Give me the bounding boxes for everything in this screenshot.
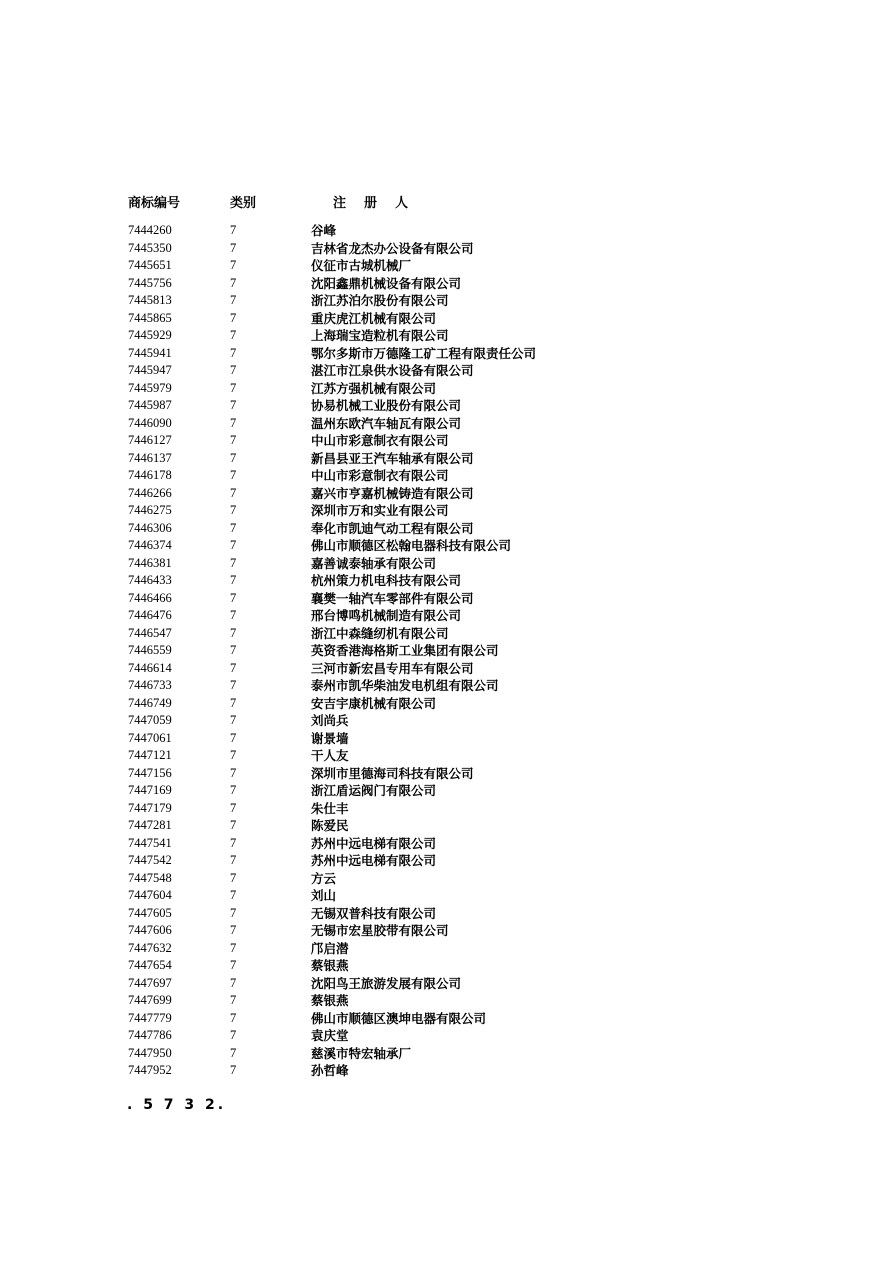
trademark-table [0,221,892,1079]
class-number: 7 [230,240,237,255]
class-number: 7 [230,765,237,780]
table-row [0,1044,892,1062]
trademark-number: 7446749 [128,695,172,710]
table-row [0,869,892,887]
registrant-name: 协易机械工业股份有限公司 [311,398,462,413]
class-number: 7 [230,660,237,675]
table-row [0,1026,892,1044]
table-row [0,431,892,449]
registrant-name: 谷峰 [311,223,337,238]
table-row [0,956,892,974]
class-number: 7 [230,398,237,412]
class-number: 7 [230,503,237,517]
trademark-number: 7446266 [128,485,172,500]
registrant-name: 深圳市万和实业有限公司 [311,503,449,518]
class-number: 7 [230,1028,237,1042]
class-number: 7 [230,275,237,290]
registrant-name: 佛山市顺德区松翰电器科技有限公司 [311,538,512,553]
trademark-number: 7446547 [128,625,172,640]
trademark-number: 7445987 [128,398,172,412]
table-row [0,939,892,957]
registrant-name: 蔡银燕 [311,958,349,973]
table-row [0,344,892,362]
trademark-number: 7446433 [128,573,172,587]
class-number: 7 [230,590,237,605]
class-number: 7 [230,328,237,342]
registrant-name: 佛山市顺德区澳坤电器有限公司 [311,1010,487,1026]
trademark-number: 7447541 [128,835,172,850]
table-row [0,799,892,817]
trademark-number: 7445979 [128,380,172,395]
registrant-name: 沈阳鑫鼎机械设备有限公司 [311,275,462,291]
trademark-number: 7445756 [128,275,172,290]
class-number: 7 [230,923,237,937]
registrant-name: 苏州中远电梯有限公司 [311,835,437,851]
registrant-name: 鄂尔多斯市万德隆工矿工程有限责任公司 [311,345,537,361]
trademark-number: 7447156 [128,765,172,780]
registrant-name: 刘尚兵 [311,713,349,728]
registrant-name: 浙江苏泊尔股份有限公司 [311,293,449,308]
class-number: 7 [230,835,237,850]
trademark-number: 7447952 [128,1063,172,1077]
table-row [0,484,892,502]
class-number: 7 [230,258,237,272]
table-row [0,746,892,764]
registrant-name: 仪征市古城机械厂 [311,258,412,273]
registrant-name: 嘉善诚泰轴承有限公司 [311,555,437,571]
class-number: 7 [230,555,237,570]
table-row [0,239,892,257]
trademark-number: 7446137 [128,450,172,465]
registrant-name: 邝启潜 [311,940,349,956]
trademark-number: 7445929 [128,328,172,342]
table-row [0,396,892,414]
trademark-number: 7447699 [128,993,172,1007]
table-row [0,904,892,922]
class-number: 7 [230,748,237,762]
trademark-number: 7447179 [128,800,172,815]
registrant-name: 三河市新宏昌专用车有限公司 [311,660,474,676]
registrant-name: 干人友 [311,748,349,763]
registrant-name: 上海瑞宝造粒机有限公司 [311,328,449,343]
table-row [0,991,892,1009]
trademark-number: 7446559 [128,643,172,657]
table-row [0,974,892,992]
registrant-name: 无锡市宏星胶带有限公司 [311,923,449,938]
table-row [0,536,892,554]
class-number: 7 [230,538,237,552]
table-row [0,886,892,904]
registrant-name: 湛江市江泉供水设备有限公司 [311,363,474,378]
trademark-number: 7447779 [128,1010,172,1025]
class-number: 7 [230,783,237,797]
class-number: 7 [230,573,237,587]
table-row [0,519,892,537]
table-row [0,274,892,292]
trademark-number: 7447059 [128,713,172,727]
table-row [0,466,892,484]
table-row [0,641,892,659]
table-row [0,764,892,782]
class-number: 7 [230,1045,237,1060]
table-row [0,694,892,712]
class-number: 7 [230,433,237,447]
registrant-name: 浙江盾运阀门有限公司 [311,783,437,798]
trademark-number: 7446178 [128,468,172,482]
column-header-registrant: 注册人 [333,196,427,211]
trademark-number: 7445813 [128,293,172,307]
table-row [0,659,892,677]
trademark-number: 7447548 [128,870,172,885]
trademark-number: 7447542 [128,853,172,867]
trademark-number: 7447281 [128,818,172,832]
table-row [0,501,892,519]
table-row [0,676,892,694]
trademark-number: 7447169 [128,783,172,797]
class-number: 7 [230,818,237,832]
registrant-name: 温州东欧汽车轴瓦有限公司 [311,415,462,431]
trademark-number: 7445865 [128,310,172,325]
table-row [0,554,892,572]
trademark-number: 7446476 [128,608,172,622]
class-number: 7 [230,713,237,727]
class-number: 7 [230,730,237,745]
registrant-name: 袁庆堂 [311,1028,349,1043]
class-number: 7 [230,345,237,360]
class-number: 7 [230,993,237,1007]
trademark-number: 7446614 [128,660,172,675]
trademark-number: 7447697 [128,975,172,990]
table-row [0,781,892,799]
registrant-name: 深圳市里德海司科技有限公司 [311,765,474,781]
table-row [0,1061,892,1079]
class-number: 7 [230,888,237,902]
registrant-name: 中山市彩意制衣有限公司 [311,433,449,448]
trademark-number: 7446275 [128,503,172,517]
registrant-name: 浙江中森缝纫机有限公司 [311,625,449,641]
registrant-name: 泰州市凯华柴油发电机组有限公司 [311,678,499,693]
trademark-number: 7447605 [128,905,172,920]
trademark-number: 7447061 [128,730,172,745]
class-number: 7 [230,905,237,920]
registrant-name: 蔡银燕 [311,993,349,1008]
trademark-number: 7446306 [128,520,172,535]
trademark-number: 7446090 [128,415,172,430]
column-header-class: 类别 [230,196,257,211]
class-number: 7 [230,975,237,990]
registrant-name: 江苏方强机械有限公司 [311,380,437,396]
trademark-number: 7446127 [128,433,172,447]
registrant-name: 嘉兴市亨嘉机械铸造有限公司 [311,485,474,501]
trademark-number: 7447606 [128,923,172,937]
trademark-number: 7445350 [128,240,172,255]
registrant-name: 慈溪市特宏轴承厂 [311,1045,412,1061]
trademark-number: 7447632 [128,940,172,955]
trademark-number: 7445651 [128,258,172,272]
registrant-name: 无锡双普科技有限公司 [311,905,437,921]
table-row [0,589,892,607]
trademark-number: 7445947 [128,363,172,377]
registrant-name: 朱仕丰 [311,800,349,816]
registrant-name: 襄樊一轴汽车零部件有限公司 [311,590,474,606]
class-number: 7 [230,853,237,867]
table-row [0,221,892,239]
registrant-name: 重庆虎江机械有限公司 [311,310,437,326]
registrant-name: 苏州中远电梯有限公司 [311,853,437,868]
table-row [0,449,892,467]
class-number: 7 [230,940,237,955]
trademark-number: 7447121 [128,748,172,762]
class-number: 7 [230,1010,237,1025]
trademark-number: 7446733 [128,678,172,692]
table-row [0,729,892,747]
class-number: 7 [230,958,237,972]
class-number: 7 [230,415,237,430]
table-row [0,711,892,729]
table-row [0,921,892,939]
registrant-name: 刘山 [311,888,337,903]
column-header-trademark-no: 商标编号 [128,196,181,211]
registrant-name: 杭州策力机电科技有限公司 [311,573,462,588]
class-number: 7 [230,1063,237,1077]
class-number: 7 [230,643,237,657]
class-number: 7 [230,625,237,640]
trademark-number: 7446381 [128,555,172,570]
registrant-name: 陈爱民 [311,818,349,833]
table-row [0,361,892,379]
page-number: . 5 7 3 2. [127,1097,227,1113]
class-number: 7 [230,870,237,885]
registrant-name: 中山市彩意制衣有限公司 [311,468,449,483]
trademark-number: 7447786 [128,1028,172,1042]
table-row [0,1009,892,1027]
class-number: 7 [230,380,237,395]
table-row [0,851,892,869]
trademark-number: 7447604 [128,888,172,902]
class-number: 7 [230,800,237,815]
registrant-name: 孙哲峰 [311,1063,349,1078]
class-number: 7 [230,468,237,482]
class-number: 7 [230,485,237,500]
class-number: 7 [230,678,237,692]
registrant-name: 谢景墙 [311,730,349,746]
trademark-number: 7447654 [128,958,172,972]
class-number: 7 [230,608,237,622]
table-row [0,291,892,309]
table-row [0,606,892,624]
registrant-name: 新昌县亚王汽车轴承有限公司 [311,450,474,466]
table-row [0,309,892,327]
registrant-name: 沈阳鸟王旅游发展有限公司 [311,975,462,991]
table-row [0,379,892,397]
class-number: 7 [230,450,237,465]
class-number: 7 [230,520,237,535]
trademark-number: 7445941 [128,345,172,360]
class-number: 7 [230,310,237,325]
trademark-number: 7447950 [128,1045,172,1060]
registrant-name: 奉化市凯迪气动工程有限公司 [311,520,474,536]
registrant-name: 吉林省龙杰办公设备有限公司 [311,240,474,256]
class-number: 7 [230,363,237,377]
registrant-name: 方云 [311,870,337,886]
table-row [0,571,892,589]
table-row [0,624,892,642]
table-row [0,326,892,344]
class-number: 7 [230,223,237,237]
registrant-name: 邢台博鸣机械制造有限公司 [311,608,462,623]
trademark-number: 7444260 [128,223,172,237]
trademark-number: 7446466 [128,590,172,605]
class-number: 7 [230,695,237,710]
table-row [0,414,892,432]
table-row [0,816,892,834]
table-row [0,256,892,274]
table-row [0,834,892,852]
registrant-name: 安吉宇康机械有限公司 [311,695,437,711]
class-number: 7 [230,293,237,307]
trademark-number: 7446374 [128,538,172,552]
registrant-name: 英资香港海格斯工业集团有限公司 [311,643,499,658]
